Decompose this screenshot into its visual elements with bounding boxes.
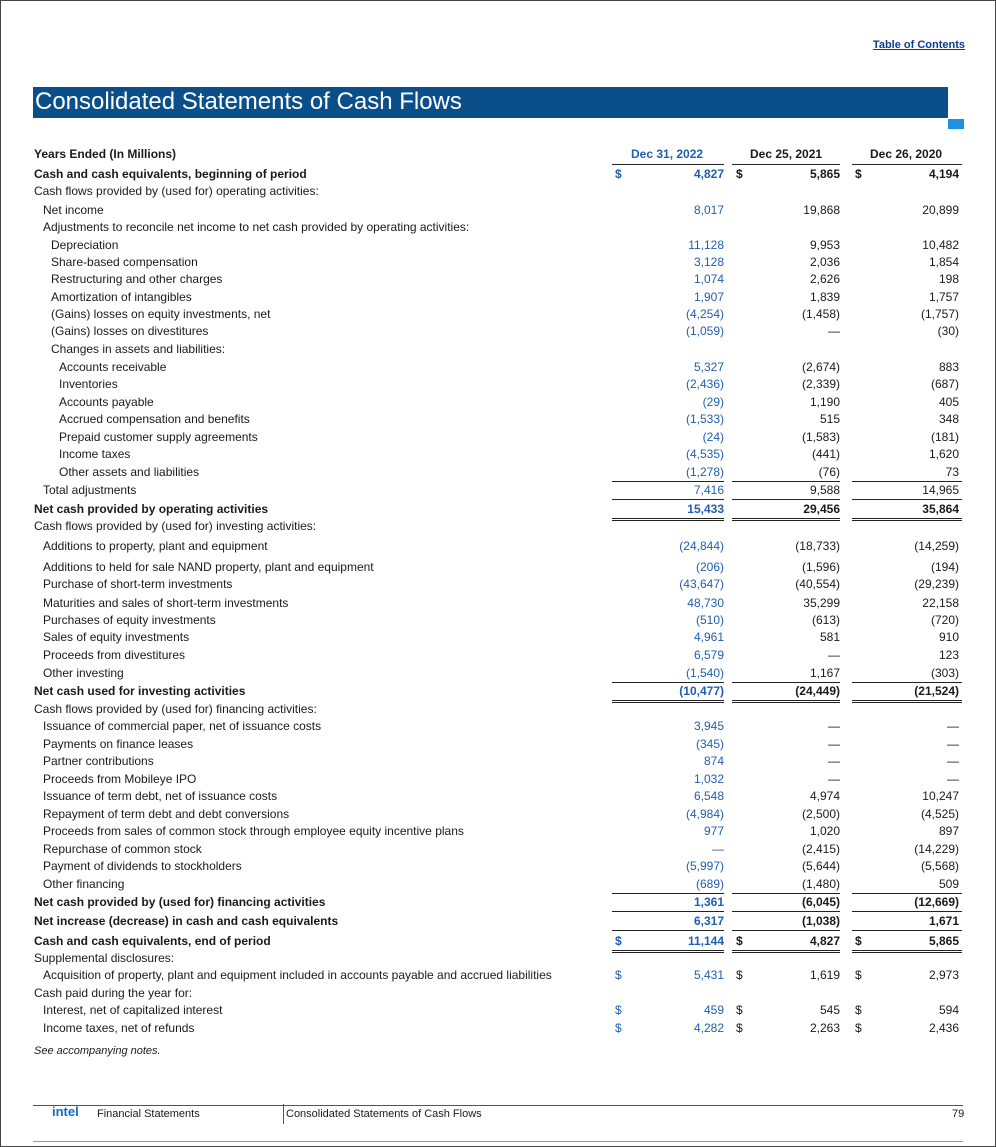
value-cell: 73 xyxy=(945,465,959,479)
table-row xyxy=(0,858,996,875)
value-cell: 7,416 xyxy=(693,483,724,497)
value-cell: 48,730 xyxy=(687,596,724,610)
value-cell: 3,945 xyxy=(693,719,724,733)
value-cell: 6,317 xyxy=(693,914,724,928)
table-row xyxy=(0,576,996,593)
value-cell: 35,299 xyxy=(803,596,840,610)
row-label: Share-based compensation xyxy=(51,255,198,269)
row-label: Income taxes, net of refunds xyxy=(43,1021,195,1035)
value-cell: 897 xyxy=(938,824,959,838)
value-cell: 11,144 xyxy=(687,934,724,948)
value-cell: 874 xyxy=(703,754,724,768)
subtotal-rule xyxy=(732,930,840,931)
row-label: Cash flows provided by (used for) financing activities: xyxy=(34,702,317,716)
value-cell: — xyxy=(828,324,840,338)
currency-symbol: $ xyxy=(615,1021,622,1035)
header-rule-2021 xyxy=(732,164,840,165)
accent-square xyxy=(948,119,964,129)
value-cell: — xyxy=(828,648,840,662)
value-cell: (12,669) xyxy=(914,895,959,909)
column-header-2022: Dec 31, 2022 xyxy=(631,147,704,161)
value-cell: 1,757 xyxy=(928,290,959,304)
row-label: Maturities and sales of short-term investments xyxy=(43,596,289,610)
table-row xyxy=(0,271,996,288)
row-label: Additions to property, plant and equipment xyxy=(43,539,268,553)
row-label: Other investing xyxy=(43,666,124,680)
value-cell: 515 xyxy=(819,412,840,426)
row-label: Accounts payable xyxy=(59,395,154,409)
value-cell: (194) xyxy=(930,560,959,574)
value-cell: 3,128 xyxy=(693,255,724,269)
value-cell: (4,525) xyxy=(920,807,959,821)
table-row xyxy=(0,718,996,735)
value-cell: 594 xyxy=(938,1003,959,1017)
value-cell: 2,436 xyxy=(928,1021,959,1035)
row-label: Total adjustments xyxy=(43,483,137,497)
table-row xyxy=(0,289,996,306)
value-cell: 2,626 xyxy=(809,272,840,286)
table-row xyxy=(0,841,996,858)
currency-symbol: $ xyxy=(615,934,622,948)
subtotal-rule xyxy=(612,930,724,931)
footer-divider xyxy=(283,1104,284,1124)
row-label: Proceeds from divestitures xyxy=(43,648,186,662)
value-cell: 9,588 xyxy=(809,483,840,497)
value-cell: (1,583) xyxy=(801,430,840,444)
value-cell: — xyxy=(947,754,959,768)
subtotal-rule xyxy=(732,499,840,500)
table-row xyxy=(0,985,996,1002)
value-cell: 4,961 xyxy=(693,630,724,644)
subtotal-rule xyxy=(852,911,962,912)
currency-symbol: $ xyxy=(615,968,622,982)
intel-logo: intel xyxy=(52,1104,79,1119)
value-cell: (689) xyxy=(695,877,724,891)
currency-symbol: $ xyxy=(855,1021,862,1035)
value-cell: (4,254) xyxy=(685,307,724,321)
value-cell: (10,477) xyxy=(679,684,724,698)
footer-section: Financial Statements xyxy=(97,1108,200,1120)
value-cell: (76) xyxy=(818,465,840,479)
row-label: Cash flows provided by (used for) investing activities: xyxy=(34,519,317,533)
value-cell: 1,671 xyxy=(928,914,959,928)
value-cell: 20,899 xyxy=(922,203,959,217)
table-row xyxy=(0,183,996,200)
row-label: Issuance of term debt, net of issuance costs xyxy=(43,789,278,803)
value-cell: 545 xyxy=(819,1003,840,1017)
value-cell: 2,036 xyxy=(809,255,840,269)
value-cell: (14,259) xyxy=(914,539,959,553)
table-row xyxy=(0,237,996,254)
header-rule-2022 xyxy=(612,164,724,165)
value-cell: (5,997) xyxy=(685,859,724,873)
value-cell: 19,868 xyxy=(803,203,840,217)
value-cell: 1,190 xyxy=(809,395,840,409)
value-cell: 4,194 xyxy=(928,167,959,181)
value-cell: 2,973 xyxy=(928,968,959,982)
value-cell: 9,953 xyxy=(809,238,840,252)
value-cell: 1,167 xyxy=(809,666,840,680)
value-cell: (43,647) xyxy=(679,577,724,591)
table-row xyxy=(0,482,996,499)
value-cell: 1,361 xyxy=(693,895,724,909)
value-cell: 6,579 xyxy=(693,648,724,662)
table-row xyxy=(0,501,996,518)
row-label: Net cash provided by operating activities xyxy=(34,502,269,516)
table-row xyxy=(0,219,996,236)
value-cell: 123 xyxy=(938,648,959,662)
row-label: Net cash used for investing activities xyxy=(34,684,246,698)
value-cell: (1,059) xyxy=(685,324,724,338)
table-row xyxy=(0,446,996,463)
currency-symbol: $ xyxy=(736,1003,743,1017)
value-cell: 14,965 xyxy=(922,483,959,497)
value-cell: 910 xyxy=(938,630,959,644)
value-cell: 1,020 xyxy=(809,824,840,838)
subtotal-rule xyxy=(852,930,962,931)
value-cell: (613) xyxy=(811,613,840,627)
value-cell: (2,436) xyxy=(685,377,724,391)
row-label: Depreciation xyxy=(51,238,119,252)
value-cell: 1,854 xyxy=(928,255,959,269)
table-row xyxy=(0,629,996,646)
value-cell: — xyxy=(712,842,724,856)
currency-symbol: $ xyxy=(615,1003,622,1017)
row-label: Partner contributions xyxy=(43,754,154,768)
value-cell: (1,480) xyxy=(801,877,840,891)
row-label: Other financing xyxy=(43,877,125,891)
value-cell: (21,524) xyxy=(914,684,959,698)
value-cell: (1,596) xyxy=(801,560,840,574)
value-cell: (181) xyxy=(930,430,959,444)
value-cell: (1,458) xyxy=(801,307,840,321)
table-row xyxy=(0,913,996,930)
row-label: Changes in assets and liabilities: xyxy=(51,342,226,356)
value-cell: 1,032 xyxy=(693,772,724,786)
value-cell: 29,456 xyxy=(803,502,840,516)
table-row xyxy=(0,806,996,823)
value-cell: 35,864 xyxy=(922,502,959,516)
table-row xyxy=(0,823,996,840)
accompanying-notes: See accompanying notes. xyxy=(34,1045,161,1057)
row-label: Adjustments to reconcile net income to net cash provided by operating activities: xyxy=(43,220,470,234)
value-cell: (1,533) xyxy=(685,412,724,426)
currency-symbol: $ xyxy=(736,934,743,948)
currency-symbol: $ xyxy=(736,167,743,181)
value-cell: 4,827 xyxy=(809,934,840,948)
table-row xyxy=(0,1002,996,1019)
value-cell: 198 xyxy=(938,272,959,286)
value-cell: (1,038) xyxy=(801,914,840,928)
row-label: Repurchase of common stock xyxy=(43,842,202,856)
value-cell: (345) xyxy=(695,737,724,751)
value-cell: 10,247 xyxy=(922,789,959,803)
value-cell: — xyxy=(947,719,959,733)
row-label: Net increase (decrease) in cash and cash equivalents xyxy=(34,914,339,928)
table-row xyxy=(0,254,996,271)
table-row xyxy=(0,665,996,682)
row-label: Interest, net of capitalized interest xyxy=(43,1003,223,1017)
value-cell: 405 xyxy=(938,395,959,409)
value-cell: 4,827 xyxy=(693,167,724,181)
row-label: Inventories xyxy=(59,377,118,391)
value-cell: 1,907 xyxy=(693,290,724,304)
value-cell: (1,278) xyxy=(685,465,724,479)
table-row xyxy=(0,306,996,323)
table-row xyxy=(0,394,996,411)
page-title: Consolidated Statements of Cash Flows xyxy=(35,88,462,115)
table-row xyxy=(0,1020,996,1037)
row-label: Cash paid during the year for: xyxy=(34,986,193,1000)
value-cell: (29,239) xyxy=(914,577,959,591)
value-cell: (24,844) xyxy=(679,539,724,553)
value-cell: — xyxy=(828,754,840,768)
value-cell: — xyxy=(828,772,840,786)
table-row xyxy=(0,202,996,219)
value-cell: 4,974 xyxy=(809,789,840,803)
title-bar xyxy=(33,87,948,118)
table-row xyxy=(0,166,996,183)
table-row xyxy=(0,612,996,629)
subtotal-rule xyxy=(612,911,724,912)
row-label: Repayment of term debt and debt conversions xyxy=(43,807,290,821)
value-cell: 1,839 xyxy=(809,290,840,304)
table-row xyxy=(0,429,996,446)
value-cell: (29) xyxy=(702,395,724,409)
value-cell: (4,984) xyxy=(685,807,724,821)
table-row xyxy=(0,701,996,718)
value-cell: (303) xyxy=(930,666,959,680)
row-label: Sales of equity investments xyxy=(43,630,190,644)
value-cell: 348 xyxy=(938,412,959,426)
table-row xyxy=(0,876,996,893)
value-cell: (2,339) xyxy=(801,377,840,391)
value-cell: 977 xyxy=(703,824,724,838)
table-row xyxy=(0,323,996,340)
row-label: Cash and cash equivalents, beginning of period xyxy=(34,167,307,181)
currency-symbol: $ xyxy=(855,934,862,948)
row-label: Supplemental disclosures: xyxy=(34,951,175,965)
value-cell: (14,229) xyxy=(914,842,959,856)
value-cell: 10,482 xyxy=(922,238,959,252)
table-row xyxy=(0,376,996,393)
value-cell: (2,415) xyxy=(801,842,840,856)
table-row xyxy=(0,950,996,967)
table-row xyxy=(0,933,996,950)
table-row xyxy=(0,894,996,911)
row-label: Restructuring and other charges xyxy=(51,272,223,286)
footer-statement: Consolidated Statements of Cash Flows xyxy=(286,1108,482,1120)
row-label: Income taxes xyxy=(59,447,131,461)
bottom-rule xyxy=(33,1141,963,1142)
value-cell: 6,548 xyxy=(693,789,724,803)
row-label: Purchase of short-term investments xyxy=(43,577,233,591)
table-row xyxy=(0,518,996,535)
value-cell: — xyxy=(947,737,959,751)
table-row xyxy=(0,683,996,700)
table-row xyxy=(0,538,996,555)
value-cell: 15,433 xyxy=(687,502,724,516)
table-row xyxy=(0,595,996,612)
value-cell: 509 xyxy=(938,877,959,891)
currency-symbol: $ xyxy=(736,1021,743,1035)
table-of-contents-link[interactable]: Table of Contents xyxy=(872,39,965,51)
value-cell: 5,865 xyxy=(928,934,959,948)
currency-symbol: $ xyxy=(855,167,862,181)
value-cell: 1,074 xyxy=(693,272,724,286)
value-cell: (5,644) xyxy=(801,859,840,873)
subtotal-rule xyxy=(852,499,962,500)
value-cell: (24) xyxy=(702,430,724,444)
table-row xyxy=(0,359,996,376)
value-cell: (206) xyxy=(695,560,724,574)
table-row xyxy=(0,647,996,664)
value-cell: (2,500) xyxy=(801,807,840,821)
column-header-2020: Dec 26, 2020 xyxy=(870,147,943,161)
row-label: (Gains) losses on equity investments, net xyxy=(51,307,271,321)
row-label: Additions to held for sale NAND property, plant and equipment xyxy=(43,560,374,574)
value-cell: (4,535) xyxy=(685,447,724,461)
value-cell: (720) xyxy=(930,613,959,627)
row-label: Payments on finance leases xyxy=(43,737,194,751)
value-cell: (40,554) xyxy=(795,577,840,591)
value-cell: 581 xyxy=(819,630,840,644)
row-label: Issuance of commercial paper, net of issuance costs xyxy=(43,719,322,733)
value-cell: (30) xyxy=(937,324,959,338)
row-label: Net income xyxy=(43,203,104,217)
value-cell: 5,865 xyxy=(809,167,840,181)
value-cell: 883 xyxy=(938,360,959,374)
currency-symbol: $ xyxy=(736,968,743,982)
value-cell: — xyxy=(947,772,959,786)
table-row xyxy=(0,464,996,481)
table-row xyxy=(0,753,996,770)
currency-symbol: $ xyxy=(615,167,622,181)
table-row xyxy=(0,788,996,805)
value-cell: (24,449) xyxy=(795,684,840,698)
row-label: Cash and cash equivalents, end of period xyxy=(34,934,271,948)
row-label: Accounts receivable xyxy=(59,360,167,374)
currency-symbol: $ xyxy=(855,1003,862,1017)
row-label: Prepaid customer supply agreements xyxy=(59,430,258,444)
row-label: Other assets and liabilities xyxy=(59,465,200,479)
value-cell: 5,431 xyxy=(693,968,724,982)
value-cell: 22,158 xyxy=(922,596,959,610)
table-row xyxy=(0,736,996,753)
value-cell: (510) xyxy=(695,613,724,627)
row-label: (Gains) losses on divestitures xyxy=(51,324,209,338)
value-cell: (687) xyxy=(930,377,959,391)
value-cell: (1,757) xyxy=(920,307,959,321)
row-label: Payment of dividends to stockholders xyxy=(43,859,242,873)
value-cell: 459 xyxy=(703,1003,724,1017)
table-row xyxy=(0,967,996,984)
value-cell: (5,568) xyxy=(920,859,959,873)
value-cell: 11,128 xyxy=(688,238,724,252)
subtotal-rule xyxy=(612,499,724,500)
value-cell: (6,045) xyxy=(801,895,840,909)
value-cell: (1,540) xyxy=(685,666,724,680)
row-label: Net cash provided by (used for) financing activities xyxy=(34,895,326,909)
years-ended-label: Years Ended (In Millions) xyxy=(34,147,177,161)
row-label: Proceeds from Mobileye IPO xyxy=(43,772,197,786)
table-row xyxy=(0,559,996,576)
row-label: Accrued compensation and benefits xyxy=(59,412,250,426)
table-row xyxy=(0,341,996,358)
value-cell: 8,017 xyxy=(693,203,724,217)
footer-rule xyxy=(33,1105,963,1106)
value-cell: 1,619 xyxy=(809,968,840,982)
row-label: Proceeds from sales of common stock through employee equity incentive plans xyxy=(43,824,464,838)
value-cell: 2,263 xyxy=(809,1021,840,1035)
header-rule-2020 xyxy=(852,164,962,165)
table-row xyxy=(0,771,996,788)
value-cell: — xyxy=(828,737,840,751)
row-label: Cash flows provided by (used for) operating activities: xyxy=(34,184,319,198)
value-cell: (441) xyxy=(811,447,840,461)
value-cell: 5,327 xyxy=(693,360,724,374)
value-cell: — xyxy=(828,719,840,733)
subtotal-rule xyxy=(732,911,840,912)
value-cell: 1,620 xyxy=(928,447,959,461)
value-cell: 4,282 xyxy=(693,1021,724,1035)
currency-symbol: $ xyxy=(855,968,862,982)
column-header-2021: Dec 25, 2021 xyxy=(750,147,823,161)
value-cell: (18,733) xyxy=(795,539,840,553)
row-label: Amortization of intangibles xyxy=(51,290,192,304)
row-label: Purchases of equity investments xyxy=(43,613,216,627)
page-number: 79 xyxy=(952,1108,965,1120)
row-label: Acquisition of property, plant and equipment included in accounts payable and accrued liabilities xyxy=(43,968,552,982)
table-row xyxy=(0,411,996,428)
value-cell: (2,674) xyxy=(801,360,840,374)
